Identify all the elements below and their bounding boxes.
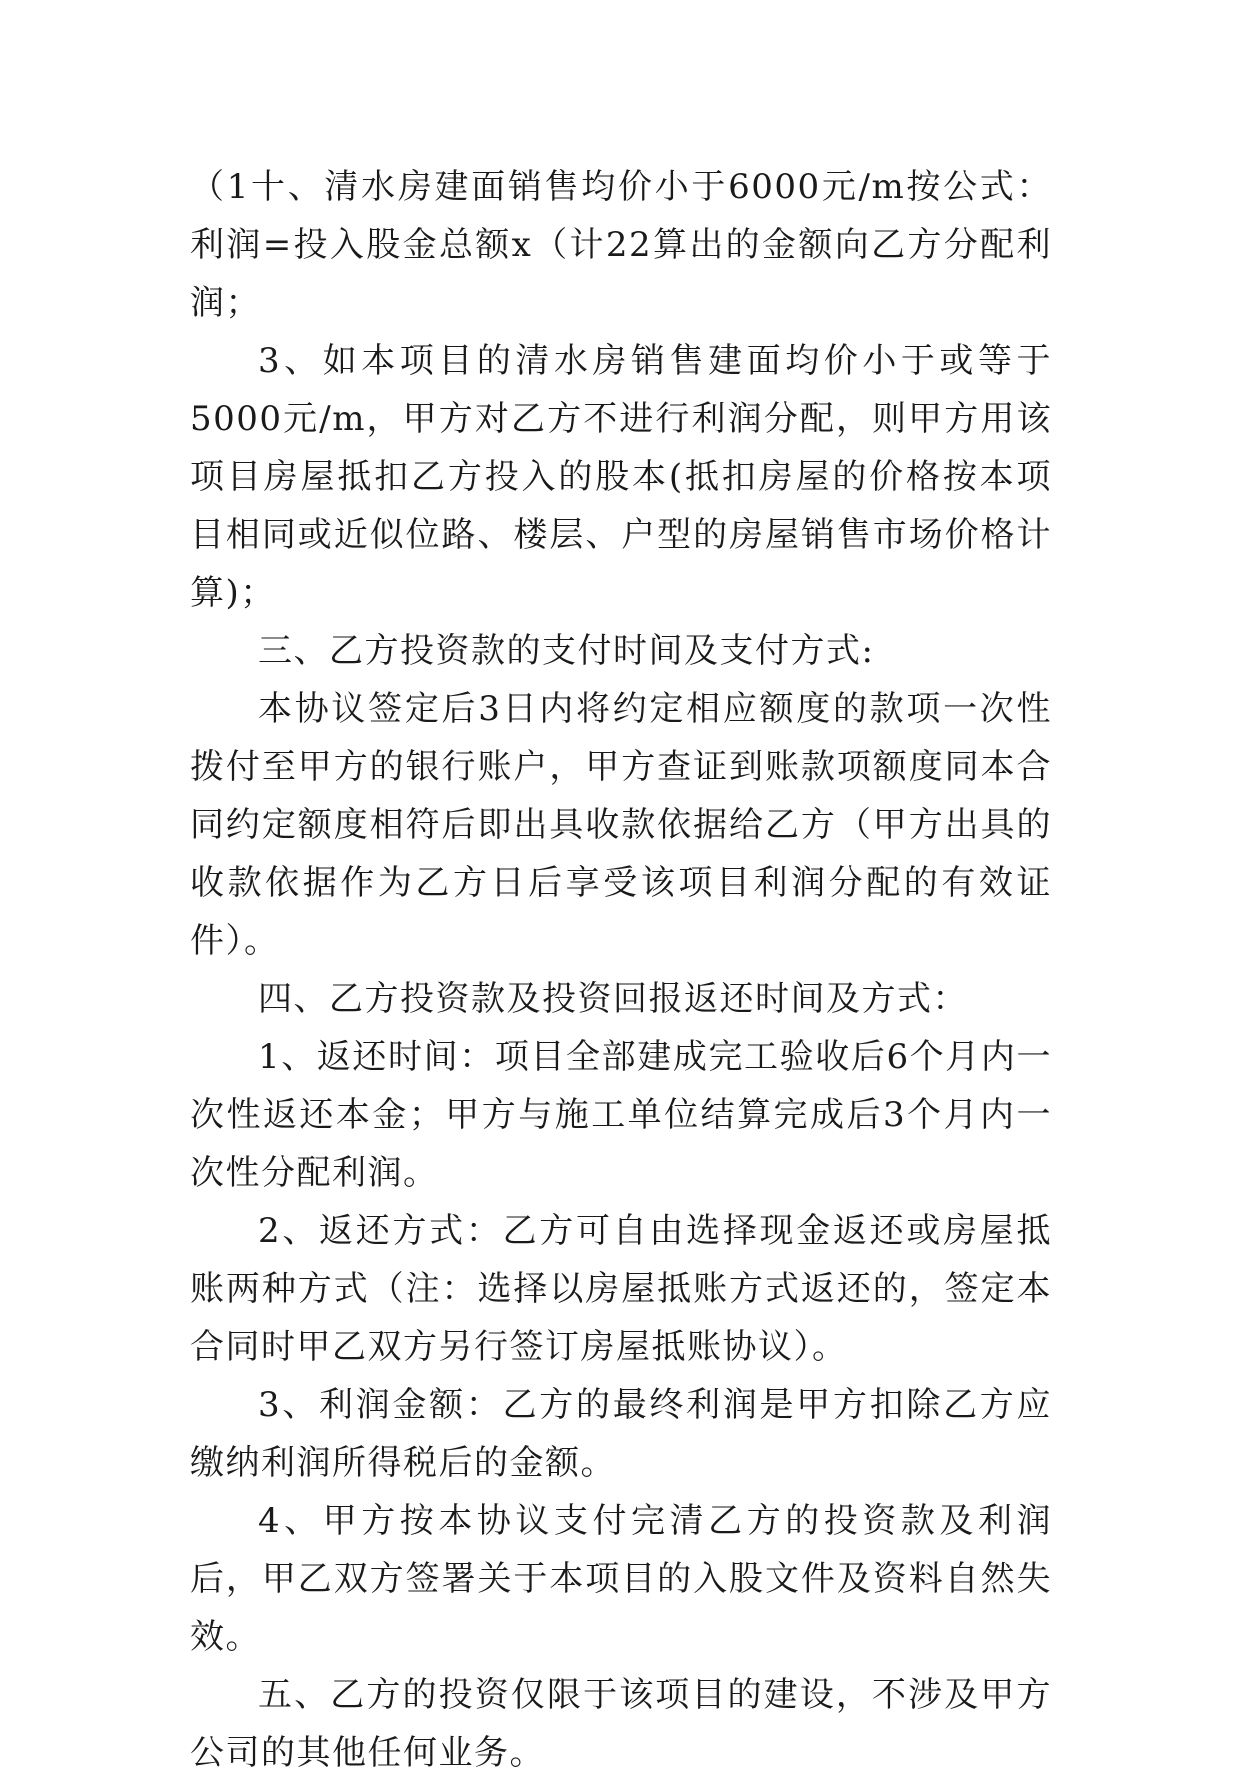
paragraph-clause-3-no-profit: 3、如本项目的清水房销售建面均价小于或等于5000元/m，甲方对乙方不进行利润分配，则甲方用该项目房屋抵扣乙方投入的股本(抵扣房屋的价格按本项目相同或近似位路、楼层、户型的房屋销售市场价格计算)； <box>190 341 1052 613</box>
paragraph-profit-formula: （1十、清水房建面销售均价小于6000元/m按公式：利润=投入股金总额x（计22算出的金额向乙方分配利润； <box>190 167 1052 323</box>
paragraph-return-time: 1、返还时间：项目全部建成完工验收后6个月内一次性返还本金；甲方与施工单位结算完成后3个月内一次性分配利润。 <box>190 1037 1052 1193</box>
section-heading-investment-scope: 五、乙方的投资仅限于该项目的建设，不涉及甲方公司的其他任何业务。 <box>190 1675 1052 1773</box>
paragraph-documents-void: 4、甲方按本协议支付完清乙方的投资款及利润后，甲乙双方签署关于本项目的入股文件及资料自然失效。 <box>190 1501 1052 1657</box>
document-body <box>190 158 1052 1782</box>
paragraph-payment-terms: 本协议签定后3日内将约定相应额度的款项一次性拨付至甲方的银行账户，甲方查证到账款项额度同本合同约定额度相符后即出具收款依据给乙方（甲方出具的收款依据作为乙方日后享受该项目利润分配的有效证件）。 <box>190 689 1052 961</box>
paragraph-return-method: 2、返还方式：乙方可自由选择现金返还或房屋抵账两种方式（注：选择以房屋抵账方式返还的，签定本合同时甲乙双方另行签订房屋抵账协议）。 <box>190 1211 1052 1367</box>
section-heading-payment: 三、乙方投资款的支付时间及支付方式: <box>258 631 875 671</box>
paragraph-profit-amount: 3、利润金额：乙方的最终利润是甲方扣除乙方应缴纳利润所得税后的金额。 <box>190 1385 1052 1483</box>
section-heading-return: 四、乙方投资款及投资回报返还时间及方式： <box>258 979 968 1019</box>
